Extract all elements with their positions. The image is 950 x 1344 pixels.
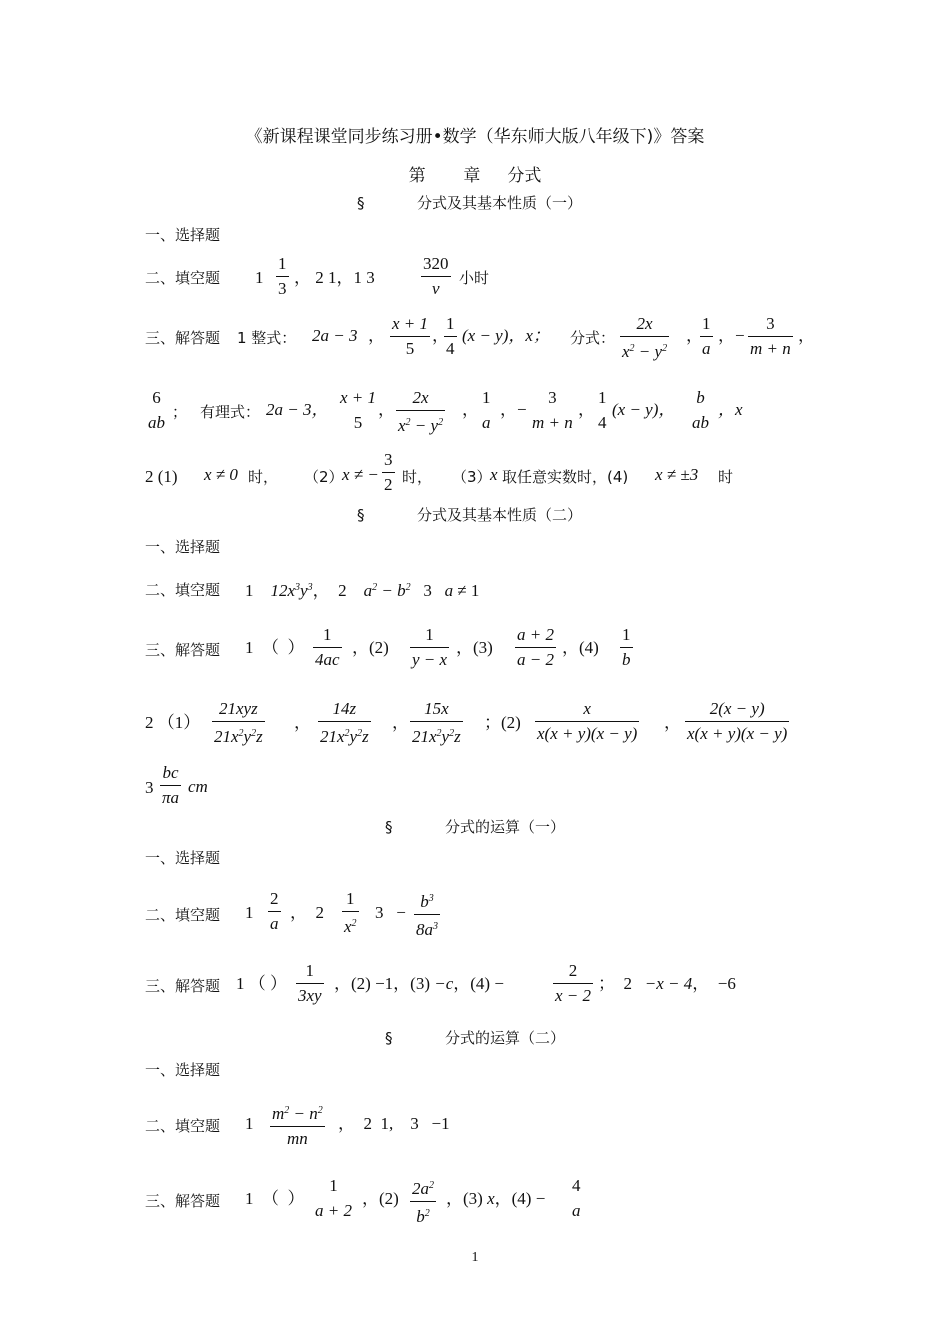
chapter-word-fenshi: 分式 — [507, 166, 542, 186]
denominator: 3 — [278, 279, 287, 298]
section-name: 分式及其基本性质（一） — [416, 194, 582, 212]
fraction-1-4-b: 1 4 — [598, 388, 607, 432]
fraction-one-third — [276, 254, 289, 299]
section-name: 分式及其基本性质（二） — [416, 506, 582, 524]
part2: ，(2) — [352, 638, 389, 657]
answers-fill-4: ， 2 1, 3 −1 — [338, 1114, 450, 1133]
fraction-label: 分式： — [570, 329, 616, 347]
numerator: 320 — [423, 254, 449, 273]
fraction-bc-pia: bc πa — [162, 763, 180, 807]
q2-prefix: 2 (1) — [145, 467, 178, 486]
fraction-1-4: 1 4 — [446, 314, 455, 358]
comma-minus: ，− — [500, 400, 527, 419]
num-1: 1 — [245, 903, 254, 922]
fraction-x-xxy: x x(x + y)(x − y) — [537, 699, 638, 743]
answers-q2: ； 2 −x − 4， −6 — [598, 974, 736, 993]
expr-x-y: (x − y)，x； — [462, 326, 550, 345]
choice-label: 一、选择题 — [145, 226, 221, 244]
fraction-2x-x2y2-b: 2x $x^2 - y^2$ — [398, 388, 444, 435]
expr-x-y-b: (x − y)， — [612, 400, 676, 419]
page-number: 1 — [471, 1250, 479, 1265]
q1-marker: 1 （ ） — [245, 1189, 305, 1208]
sep: ， 2 — [290, 903, 324, 922]
fraction-15x: 15x $21x^2y^2z$ — [412, 699, 461, 746]
fraction-1-yx: 1 y − x — [412, 625, 448, 669]
unit-hours: 小时 — [459, 269, 490, 287]
chapter-word-zhang: 章 — [463, 166, 481, 186]
part2: ；(2) — [484, 713, 521, 732]
unit-cm: cm — [188, 777, 208, 796]
q1-marker: 1 （ ） — [245, 638, 305, 657]
num-3: 3 − — [375, 903, 406, 922]
fill-label-2: 二、填空题 — [145, 581, 221, 599]
rational-label: 有理式： — [200, 403, 261, 421]
section-heading-3 — [385, 818, 565, 836]
expr-2a-3-b: 2a − 3， — [266, 400, 329, 419]
fill-label-4: 二、填空题 — [145, 1117, 221, 1135]
part2: ，(2) — [362, 1189, 399, 1208]
q2-marker: 2 （1） — [145, 713, 201, 732]
q2-cond1: x ≠ 0 — [204, 465, 238, 484]
fraction-1-a: 1 a — [702, 314, 711, 358]
q2-x: x — [490, 465, 498, 484]
fraction-21xyz: 21xyz $21x^2y^2z$ — [214, 699, 263, 746]
denominator: v — [431, 279, 440, 298]
integer-label: 1 整式： — [237, 329, 297, 347]
answers-3-4: ，(3) x，(4) − — [446, 1189, 546, 1208]
fraction-6-ab: 6 ab — [148, 388, 165, 432]
document-title: 《新课程课堂同步练习册•数学（华东师大版八年级下)》答案 — [245, 127, 705, 147]
fraction-b3-8a3: $b^3$ $8a^3$ — [416, 892, 438, 939]
comma: ， — [462, 400, 479, 419]
fraction-1-3xy: 1 3xy — [298, 961, 322, 1005]
section-name: 分式的运算（二） — [444, 1029, 565, 1047]
q1-marker: 1 （ ） — [236, 974, 287, 993]
fraction-3-mn-b: 3 m + n — [532, 388, 573, 432]
fraction-2-a: 2 a — [270, 889, 279, 933]
fraction-x1-5-b: x + 1 5 — [340, 388, 377, 432]
fraction-1-b: 1 b — [622, 625, 631, 669]
section-heading-2 — [357, 506, 582, 524]
comma: ， — [578, 400, 595, 419]
q2-when1: 时， — [248, 468, 279, 486]
section-mark: § — [385, 818, 393, 836]
fraction-3-mn: 3 m + n — [750, 314, 791, 358]
comma: ， — [686, 326, 703, 345]
comma-minus: ，− — [718, 326, 745, 345]
q2-cond2: x ≠ − — [342, 465, 379, 484]
q2-when4: 时 — [718, 468, 734, 486]
fraction-2x-x2y2: 2x $x^2 - y^2$ — [622, 314, 668, 361]
fill-num: 1 — [255, 268, 264, 287]
q3-marker: 3 — [145, 778, 154, 797]
comma: ， — [294, 713, 311, 732]
fraction-1-a-b: 1 a — [482, 388, 491, 432]
fraction-320-v — [421, 254, 451, 299]
solve-label-4: 三、解答题 — [145, 1192, 221, 1210]
fraction-3-2: 3 2 — [384, 450, 393, 494]
fraction-1-x2: 1 $x^2$ — [344, 889, 357, 936]
section-name: 分式的运算（一） — [444, 818, 565, 836]
fill-2-answers: 1 $12x^3y^3$， 2 $a^2 - b^2$ 3 a ≠ 1 — [245, 581, 480, 600]
chapter-heading — [0, 161, 950, 186]
comma: ， — [664, 713, 681, 732]
solve-label-3: 三、解答题 — [145, 977, 221, 995]
choice-label-2: 一、选择题 — [145, 538, 221, 556]
choice-label-3: 一、选择题 — [145, 849, 221, 867]
q2-cond4: x ≠ ±3 — [655, 465, 699, 484]
fraction-2-x2: 2 x − 2 — [555, 961, 592, 1005]
fill-label: 二、填空题 — [145, 269, 221, 287]
q2-when2: 时， — [402, 468, 433, 486]
q2-part3: （3） — [452, 468, 492, 486]
fill-label-3: 二、填空题 — [145, 906, 221, 924]
section-heading-1 — [357, 194, 582, 212]
fraction-x1-5: x + 1 5 — [392, 314, 429, 358]
part3: ，(3) — [456, 638, 493, 657]
section-heading-4 — [385, 1029, 565, 1047]
comma: ， — [378, 400, 395, 419]
answers-2-3-4: ，(2) −1，(3) −c，(4) − — [334, 974, 504, 993]
fraction-a2-a2: a + 2 a − 2 — [517, 625, 554, 669]
expr-x-c: ，x — [718, 400, 743, 419]
numerator: 1 — [278, 254, 287, 273]
part4: ，(4) — [562, 638, 599, 657]
choice-label-4: 一、选择题 — [145, 1061, 221, 1079]
expr-2a-3: 2a − 3 — [312, 326, 358, 345]
q2-part2: （2） — [304, 468, 344, 486]
comma: ， — [368, 326, 385, 345]
solve-label-2: 三、解答题 — [145, 641, 221, 659]
comma: ， — [392, 713, 409, 732]
fraction-1-4ac: 1 4ac — [315, 625, 340, 669]
fraction-1-a2: 1 a + 2 — [315, 1176, 352, 1220]
q2-any-real: 取任意实数时，(4) — [502, 468, 629, 486]
fraction-2a2-b2: $2a^2$ $b^2$ — [412, 1179, 434, 1226]
fraction-4-a: 4 a — [572, 1176, 581, 1220]
fraction-b-ab: b ab — [692, 388, 709, 432]
fraction-2xy-xxy: 2(x − y) x(x + y)(x − y) — [687, 699, 788, 743]
fill-separators: ， 2 1，1 3 — [294, 268, 375, 287]
chapter-word-di: 第 — [408, 166, 426, 186]
comma: ， — [798, 326, 815, 345]
comma: ， — [432, 326, 449, 345]
solve-label: 三、解答题 — [145, 329, 221, 347]
num-1: 1 — [245, 1114, 254, 1133]
fraction-m2n2-mn: $m^2 - n^2$ mn — [272, 1104, 323, 1148]
section-mark: § — [385, 1029, 393, 1047]
section-mark: § — [357, 506, 365, 524]
semicolon: ； — [172, 403, 188, 421]
fraction-14z: 14z $21x^2y^2z$ — [320, 699, 369, 746]
section-mark: § — [357, 194, 365, 212]
